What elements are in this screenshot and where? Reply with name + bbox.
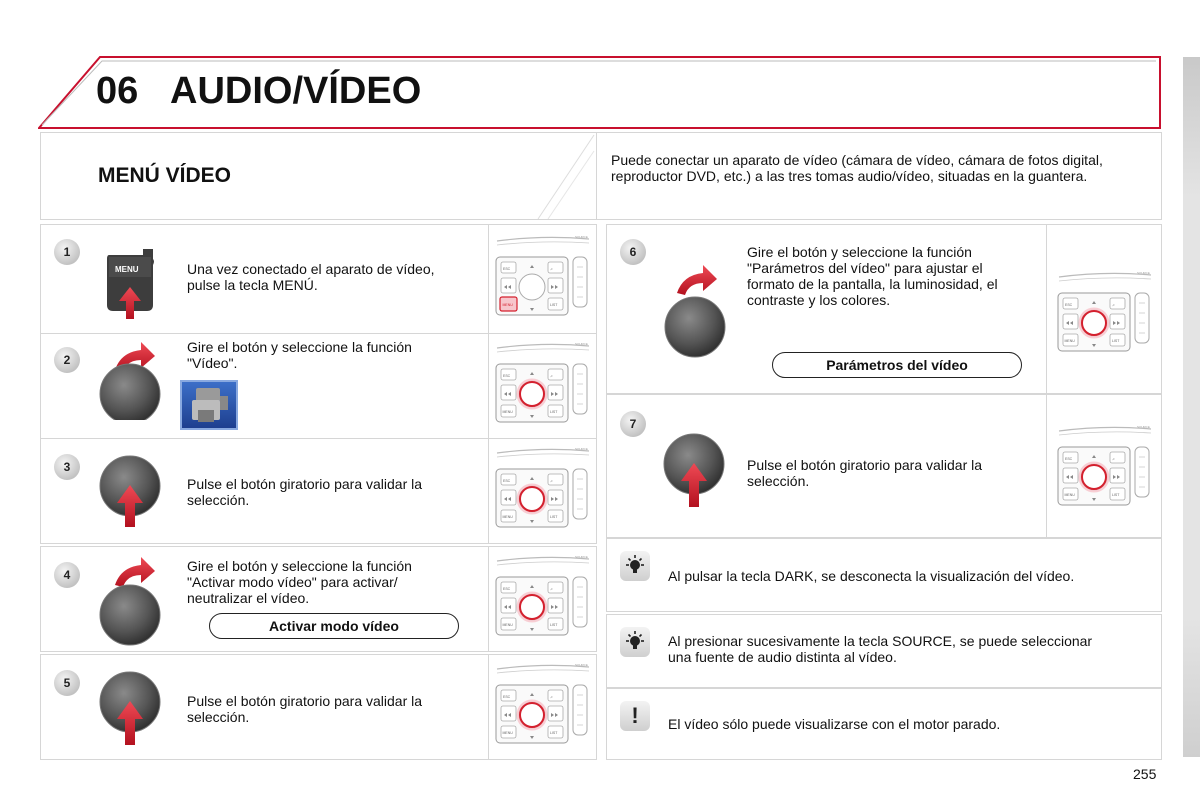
corner-decoration — [536, 133, 596, 219]
bulb-icon — [620, 551, 650, 581]
svg-text:♫: ♫ — [550, 479, 553, 483]
activar-modo-video-button[interactable]: Activar modo vídeo — [209, 613, 459, 639]
menu-key-icon — [103, 247, 163, 321]
chapter-number: 06 — [96, 70, 139, 112]
step-3-panel — [40, 438, 597, 544]
tip-text: El vídeo sólo puede visualizarse con el motor parado. — [668, 716, 1001, 732]
step-2-panel — [40, 333, 597, 439]
svg-text:ESC: ESC — [503, 587, 511, 591]
edge-tab — [1183, 57, 1200, 757]
svg-text:LIST: LIST — [550, 410, 558, 414]
svg-text:MENU: MENU — [1064, 339, 1075, 343]
svg-text:♫: ♫ — [550, 695, 553, 699]
svg-text:LIST: LIST — [1112, 493, 1120, 497]
svg-text:MENU: MENU — [502, 410, 513, 414]
svg-text:ESC: ESC — [1065, 457, 1073, 461]
tip-panel-warning — [606, 688, 1162, 760]
step-text: Gire el botón y seleccione la función "Activar modo vídeo" para activar/ neutralizar el vídeo. — [187, 558, 412, 606]
svg-text:ESC: ESC — [503, 479, 511, 483]
section-title: MENÚ VÍDEO — [98, 164, 232, 187]
svg-text:MENU: MENU — [502, 623, 513, 627]
control-panel-thumb — [1046, 225, 1162, 393]
svg-text:LIST: LIST — [550, 303, 558, 307]
step-1-panel — [40, 224, 597, 334]
warning-icon: ! — [620, 701, 650, 731]
step-text: Gire el botón y seleccione la función "Vídeo". — [187, 339, 412, 371]
chapter-header — [38, 55, 1162, 130]
step-text: Una vez conectado el aparato de vídeo, pulse la tecla MENÚ. — [187, 261, 435, 293]
video-camera-icon — [180, 380, 238, 430]
control-panel-thumb — [488, 439, 597, 543]
intro-panel — [596, 132, 1162, 220]
page-number: 255 — [1133, 766, 1157, 782]
step-text: Pulse el botón giratorio para validar la selección. — [747, 457, 983, 489]
control-panel-thumb — [488, 547, 597, 651]
step-number: 3 — [54, 454, 80, 480]
step-text: Pulse el botón giratorio para validar la selección. — [187, 476, 423, 508]
svg-text:♫: ♫ — [550, 587, 553, 591]
svg-text:ESC: ESC — [1065, 303, 1073, 307]
svg-text:MENU: MENU — [1064, 493, 1075, 497]
press-knob-icon — [663, 431, 733, 531]
svg-text:♫: ♫ — [1112, 457, 1115, 461]
step-number: 7 — [620, 411, 646, 437]
menu-key-label: MENU — [115, 265, 139, 274]
parametros-del-video-button[interactable]: Parámetros del vídeo — [772, 352, 1022, 378]
svg-text:MENU: MENU — [502, 303, 513, 307]
step-5-panel — [40, 654, 597, 760]
svg-text:♫: ♫ — [550, 374, 553, 378]
step-4-panel — [40, 546, 597, 652]
svg-text:♫: ♫ — [550, 267, 553, 271]
step-7-panel — [606, 394, 1162, 538]
press-knob-icon — [99, 669, 169, 761]
control-panel-thumb — [488, 225, 597, 333]
page-title: AUDIO/VÍDEO — [170, 70, 422, 112]
svg-text:ESC: ESC — [503, 374, 511, 378]
step-number: 2 — [54, 347, 80, 373]
svg-text:LIST: LIST — [1112, 339, 1120, 343]
svg-text:LIST: LIST — [550, 623, 558, 627]
step-text: Gire el botón y seleccione la función "Parámetros del vídeo" para ajustar el formato de la pantalla, la luminosidad, el contraste y los colores. — [747, 244, 998, 308]
step-6-panel — [606, 224, 1162, 394]
control-panel-thumb — [1046, 395, 1162, 537]
tip-panel-dark — [606, 538, 1162, 612]
step-number: 5 — [54, 670, 80, 696]
rotate-knob-icon — [97, 340, 187, 420]
step-number: 1 — [54, 239, 80, 265]
tip-text: Al pulsar la tecla DARK, se desconecta la visualización del vídeo. — [668, 568, 1075, 584]
step-number: 6 — [620, 239, 646, 265]
svg-text:MENU: MENU — [502, 515, 513, 519]
tip-panel-source — [606, 614, 1162, 688]
svg-text:ESC: ESC — [503, 695, 511, 699]
control-panel-thumb — [488, 655, 597, 759]
tip-text: Al presionar sucesivamente la tecla SOURCE, se puede seleccionar una fuente de audio distinta al vídeo. — [668, 633, 1093, 665]
intro-text: Puede conectar un aparato de vídeo (cámara de vídeo, cámara de fotos digital, reproductor DVD, etc.) a las tres tomas audio/vídeo, situadas en la guantera. — [611, 152, 1103, 184]
svg-text:♫: ♫ — [1112, 303, 1115, 307]
svg-text:LIST: LIST — [550, 515, 558, 519]
bulb-icon — [620, 627, 650, 657]
rotate-knob-icon — [659, 263, 749, 373]
control-panel-thumb — [488, 334, 597, 438]
step-text: Pulse el botón giratorio para validar la selección. — [187, 693, 423, 725]
step-number: 4 — [54, 562, 80, 588]
svg-text:MENU: MENU — [502, 731, 513, 735]
svg-text:ESC: ESC — [503, 267, 511, 271]
rotate-knob-icon — [97, 555, 187, 655]
press-knob-icon — [99, 453, 169, 543]
section-title-panel — [40, 132, 597, 220]
svg-text:LIST: LIST — [550, 731, 558, 735]
